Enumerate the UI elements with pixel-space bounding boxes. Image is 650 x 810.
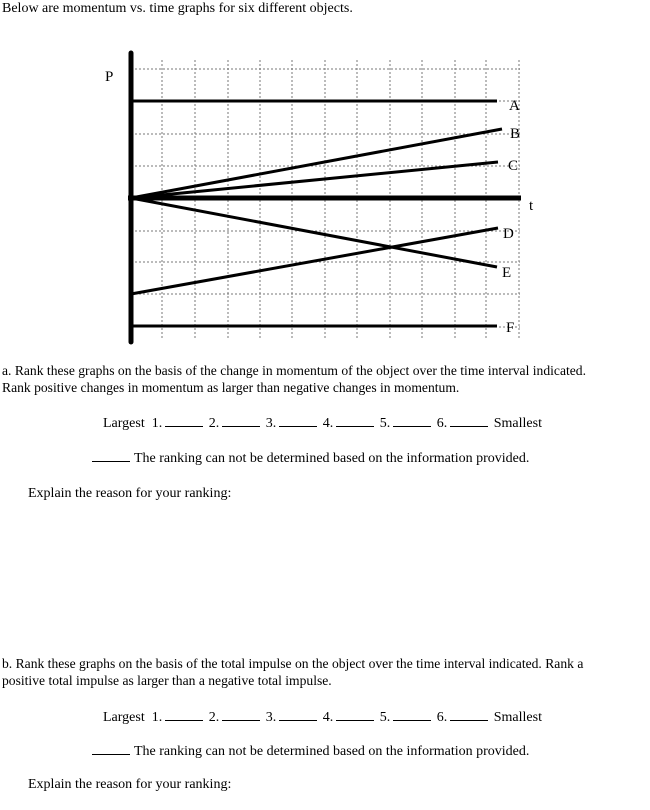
rank-blank-3[interactable] [279,414,317,427]
rank-blank-2[interactable] [222,708,260,721]
rank-number-4: 4. [322,710,334,725]
label-A: A [509,98,520,114]
rank-number-3: 3. [265,710,277,725]
rank-number-6: 6. [436,710,448,725]
part-a-ranking-row [103,414,542,432]
line-D [131,228,498,294]
label-C: C [508,158,519,174]
part-b-prompt-line1: b. Rank these graphs on the basis of the total impulse on the object over the time interval indicated. Rank a [2,656,584,671]
part-b-ranking-row [103,708,542,726]
smallest-label: Smallest [493,416,542,431]
part-a-explain-label: Explain the reason for your ranking: [28,486,232,501]
t-axis-label: t [529,198,534,214]
rank-number-1: 1. [151,416,163,431]
line-E [131,198,497,267]
part-b-prompt-line2: positive total impulse as larger than a negative total impulse. [2,673,332,688]
part-b-explain-label: Explain the reason for your ranking: [28,777,232,792]
label-F: F [506,320,515,336]
rank-blank-6[interactable] [450,708,488,721]
part-a-cannot-determine-row [92,449,529,467]
intro-text: Below are momentum vs. time graphs for six different objects. [2,1,353,16]
rank-number-5: 5. [379,416,391,431]
rank-blank-4[interactable] [336,414,374,427]
label-E: E [502,265,512,281]
rank-number-6: 6. [436,416,448,431]
rank-number-5: 5. [379,710,391,725]
rank-blank-1[interactable] [165,414,203,427]
rank-number-2: 2. [208,416,220,431]
largest-label: Largest [103,710,145,725]
part-b-cannot-determine-row [92,742,529,760]
rank-blank-6[interactable] [450,414,488,427]
cannot-determine-text: The ranking can not be determined based on the information provided. [134,744,530,759]
line-B [131,129,502,198]
momentum-time-graph [0,0,650,360]
cannot-determine-blank[interactable] [92,449,130,462]
rank-number-2: 2. [208,710,220,725]
label-D: D [503,226,514,242]
rank-number-3: 3. [265,416,277,431]
rank-blank-3[interactable] [279,708,317,721]
y-axis-label: P [105,69,114,85]
part-a-prompt-line2: Rank positive changes in momentum as larger than negative changes in momentum. [2,380,460,395]
label-B: B [510,126,521,142]
cannot-determine-text: The ranking can not be determined based on the information provided. [134,451,530,466]
rank-blank-5[interactable] [393,414,431,427]
rank-blank-2[interactable] [222,414,260,427]
rank-number-4: 4. [322,416,334,431]
line-C [131,162,498,198]
rank-blank-1[interactable] [165,708,203,721]
smallest-label: Smallest [493,710,542,725]
cannot-determine-blank[interactable] [92,742,130,755]
largest-label: Largest [103,416,145,431]
rank-blank-4[interactable] [336,708,374,721]
rank-number-1: 1. [151,710,163,725]
part-a-prompt-line1: a. Rank these graphs on the basis of the change in momentum of the object over the time interval indicated. [2,363,586,378]
rank-blank-5[interactable] [393,708,431,721]
